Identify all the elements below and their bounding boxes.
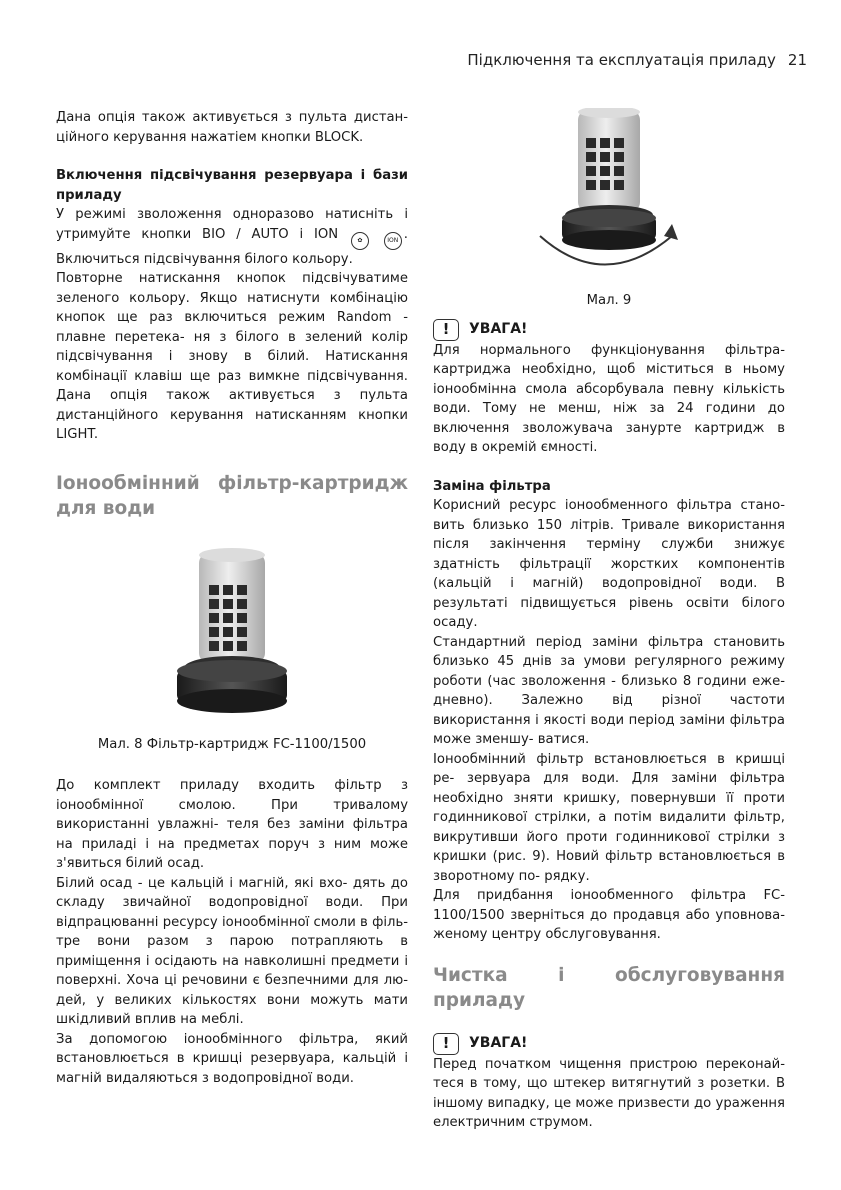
paragraph-backlight: У режимі зволоження одноразово натисніть і утримуйте кнопки BIO / AUTO і ION ✿ ION . Включиться підсвічування білого кольору.: [56, 207, 408, 267]
subheading-replace-filter: Заміна фільтра: [433, 478, 551, 494]
exclamation-icon: !: [433, 1033, 459, 1055]
warning-label: УВАГА!: [469, 1034, 528, 1051]
filter-cartridge-image: [167, 543, 297, 725]
warning-block: [433, 1033, 785, 1055]
section-title-filter: Іонообмінний фільтр-картридж для води: [56, 472, 408, 519]
paragraph: Дана опція також активується з пульта дистан- ційного керування нажатiем кнопки BLOCK.: [56, 110, 408, 145]
page-header: [467, 51, 807, 69]
paragraph: Повторне натискання кнопок підсвічуватиме зеленого кольору. Якщо натиснути комбінацію кнопок ще раз включиться режим Random - плавне перетека- ня з білого в зелений колір підсвічування і знову в білий. Натискання комбінації клавіш ще раз вимкне підсвічування. Дана опція також активується з пульта дистанційного керування натисканням кнопки LIGHT.: [56, 271, 408, 442]
paragraph: За допомогою іонообмінного фільтра, який встановлюється в кришці резервуара, кальцій і магній видаляються з водопровідної води.: [56, 1031, 408, 1086]
warning-label: УВАГА!: [469, 320, 528, 337]
warning-text: Перед початком чищення пристрою переконай- теся в тому, що штекер витягнутий з розетки. В іншому випадку, це може призвести до ураження електричним струмом.: [433, 1056, 785, 1130]
warning-block: [433, 319, 785, 341]
right-column: [433, 108, 785, 1133]
subheading-backlight: Включення підсвічування резервуара і бази приладу: [56, 168, 408, 203]
ion-button-icon: ION: [384, 232, 402, 250]
exclamation-icon: !: [433, 319, 459, 341]
paragraph: Білий осад - це кальцій і магній, які вхо- дять до складу звичайної водопровідної води. При відпрацюванні ресурсу іонообмінної смоли в філь- тре вони разом з парою потрапляють в приміщення і осідають на навколишні предмети і поверхні. Хоча ці речовини є безпечними для лю- дей, у великих кількостях вони можуть мати шкідливий вплив на меблі.: [56, 875, 408, 1027]
header-title: Підключення та експлуатація приладу: [467, 51, 776, 69]
warning-text: Для нормального функціонування фільтра- картриджа необхідно, щоб міститься в ньому іонообмінна смола абсорбувала певну кількість води. Тому не менш, ніж за 24 години до включення зволожувача занурте картридж в воду в окремій ємності.: [433, 342, 785, 455]
section-title-cleaning: Чистка і обслуговування приладу: [433, 964, 785, 1011]
paragraph: Іонообмінний фільтр встановлюється в кришці ре- зервуара для води. Для заміни фільтра необхідно зняти кришку, повернувши її проти годинникової стрілки, а потім видалити фільтр, викрутивши його проти годинникової стрілки з кришки (рис. 9). Новий фільтр встановлюється в зворотному по- рядку.: [433, 751, 785, 884]
filter-rotation-image: [534, 108, 684, 283]
bio-button-icon: ✿: [351, 232, 369, 250]
figure-9-caption: Мал. 9: [586, 293, 632, 308]
left-column: [56, 108, 408, 1088]
paragraph: Стандартний період заміни фільтра становить близько 45 днів за умови регулярного режиму роботи (час зволоження - близько 8 години еже- дневно). Залежно від різної частоти використання і якості води період заміни фільтра може зменшу- ватися.: [433, 634, 785, 747]
figure-8-caption: Мал. 8 Фільтр-картридж FC-1100/1500: [97, 736, 367, 752]
paragraph: Для придбання іонообменного фільтра FC- 1100/1500 зверніться до продавця або уповнова- женому центру обслуговування.: [433, 888, 785, 942]
page-number: 21: [787, 51, 807, 69]
paragraph: До комплект приладу входить фільтр з іонообмінної смолою. При тривалому використанні увлажні- теля без заміни фільтра на приладі і на предметах поруч з ним може з'явиться білий осад.: [56, 778, 408, 871]
paragraph: Корисний ресурс іонообменного фільтра стано- вить близько 150 літрів. Тривале використання після закінчення терміну служби знижує здатність фільтрації жорстких компонентів (кальцій і магній) водопровідної води. В результаті підвищується рівень освіти білого осаду.: [433, 498, 785, 630]
